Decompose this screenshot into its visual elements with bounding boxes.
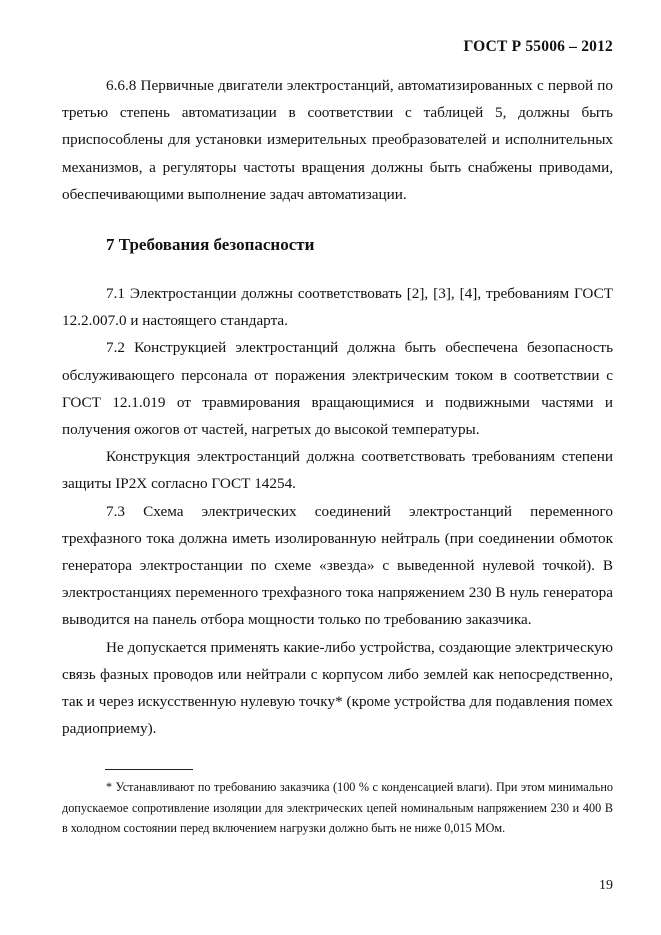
paragraph-7-2: 7.2 Конструкцией электростанций должна быть обеспечена безопасность обслуживающего персонала от поражения электрическим током в соответствии с ГОСТ 12.1.019 от травмирования вращающимися и подвижными частями и получения ожогов от частей, нагретых до высокой температуры.: [62, 339, 613, 439]
footnote-divider: [105, 769, 193, 770]
document-header: ГОСТ Р 55006 – 2012: [463, 38, 613, 55]
paragraph-7-1: 7.1 Электростанции должны соответствовать [2], [3], [4], требованиям ГОСТ 12.2.007.0 и настоящего стандарта.: [62, 285, 613, 330]
paragraph-7-3: 7.3 Схема электрических соединений электростанций переменного трехфазного тока должна иметь изолированную нейтраль (при соединении обмоток генератора электростанции по схеме «звезда» с выведенной нулевой точкой). В электростанциях переменного трехфазного тока напряжением 230 В нуль генератора выводится на панель отбора мощности только по требованию заказчика.: [62, 502, 613, 629]
paragraph-7-3-prohibition: Не допускается применять какие-либо устройства, создающие электрическую связь фазных проводов или нейтрали с корпусом либо землей как непосредственно, так и через искусственную нулевую точку* (кроме устройства для подавления помех радиоприему).: [62, 638, 613, 738]
document-body: [62, 72, 613, 742]
page-number: 19: [599, 878, 613, 893]
footnote: * Устанавливают по требованию заказчика (100 % с конденсацией влаги). При этом минимально допускаемое сопротивление изоляции для электрических цепей номинальным напряжением 230 и 400 В в холодном состоянии перед включением нагрузки должно быть не ниже 0,015 МОм.: [62, 780, 613, 835]
paragraph-6-6-8: 6.6.8 Первичные двигатели электростанций, автоматизированных с первой по третью степень автоматизации в соответствии с таблицей 5, должны быть приспособлены для установки измерительных преобразователей и исполнительных механизмов, а регуляторы частоты вращения должны быть снабжены приводами, обеспечивающими выполнение задач автоматизации.: [62, 77, 613, 203]
section-title: 7 Требования безопасности: [106, 235, 315, 255]
paragraph-7-2-protection: Конструкция электростанций должна соответствовать требованиям степени защиты IP2X согласно ГОСТ 14254.: [62, 448, 613, 493]
